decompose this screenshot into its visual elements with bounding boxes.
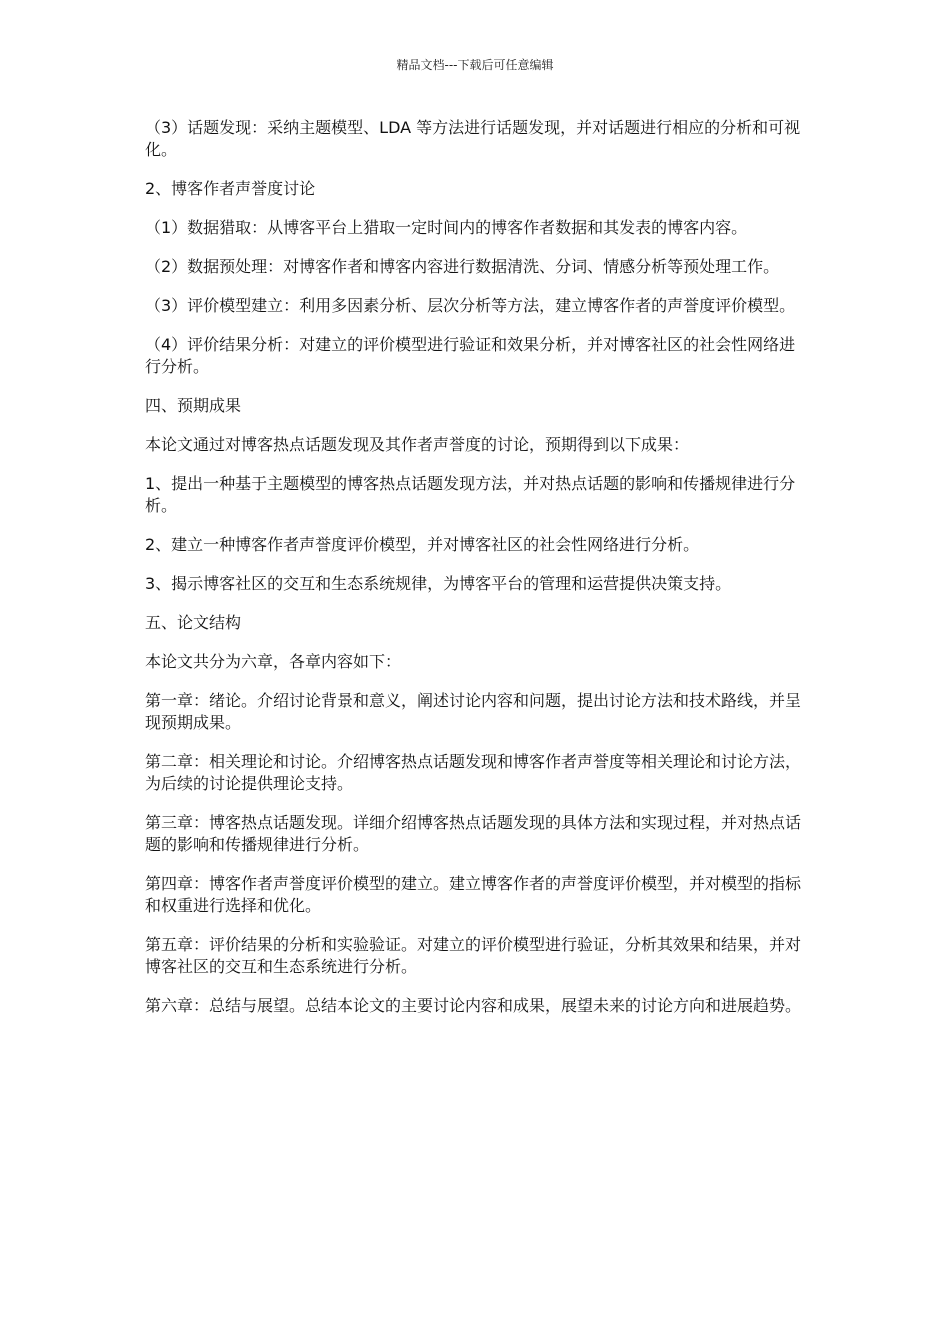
paragraph-data-acquisition: （1）数据猎取：从博客平台上猎取一定时间内的博客作者数据和其发表的博客内容。: [145, 218, 748, 237]
paragraph-result-analysis: （4）评价结果分析：对建立的评价模型进行验证和效果分析，并对博客社区的社会性网络进行分析。: [145, 335, 796, 376]
chapter-6-description: 第六章：总结与展望。总结本论文的主要讨论内容和成果，展望未来的讨论方向和进展趋势。: [145, 996, 802, 1015]
page-header: 精品文档---下载后可任意编辑: [396, 58, 554, 72]
heading-thesis-structure: 五、论文结构: [145, 613, 242, 632]
chapter-3-description: 第三章：博客热点话题发现。详细介绍博客热点话题发现的具体方法和实现过程，并对热点话题的影响和传播规律进行分析。: [145, 813, 802, 854]
chapter-4-description: 第四章：博客作者声誉度评价模型的建立。建立博客作者的声誉度评价模型，并对模型的指标和权重进行选择和优化。: [145, 874, 802, 915]
heading-author-reputation: 2、博客作者声誉度讨论: [145, 179, 316, 198]
paragraph-topic-discovery: （3）话题发现：采纳主题模型、LDA 等方法进行话题发现，并对话题进行相应的分析和可视化。: [145, 118, 801, 159]
chapter-1-description: 第一章：绪论。介绍讨论背景和意义，阐述讨论内容和问题，提出讨论方法和技术路线，并呈现预期成果。: [145, 691, 802, 732]
paragraph-structure-intro: 本论文共分为六章，各章内容如下：: [145, 652, 402, 671]
list-item-expected-3: 3、揭示博客社区的交互和生态系统规律，为博客平台的管理和运营提供决策支持。: [145, 574, 732, 593]
list-item-expected-1: 1、提出一种基于主题模型的博客热点话题发现方法，并对热点话题的影响和传播规律进行分析。: [145, 474, 796, 515]
paragraph-expected-intro: 本论文通过对博客热点话题发现及其作者声誉度的讨论，预期得到以下成果：: [145, 435, 690, 454]
list-item-expected-2: 2、建立一种博客作者声誉度评价模型，并对博客社区的社会性网络进行分析。: [145, 535, 700, 554]
document-body: [145, 117, 810, 1034]
chapter-5-description: 第五章：评价结果的分析和实验验证。对建立的评价模型进行验证，分析其效果和结果，并对博客社区的交互和生态系统进行分析。: [145, 935, 802, 976]
heading-expected-results: 四、预期成果: [145, 396, 242, 415]
paragraph-model-building: （3）评价模型建立：利用多因素分析、层次分析等方法，建立博客作者的声誉度评价模型。: [145, 296, 796, 315]
chapter-2-description: 第二章：相关理论和讨论。介绍博客热点话题发现和博客作者声誉度等相关理论和讨论方法，为后续的讨论提供理论支持。: [145, 752, 802, 793]
paragraph-data-preprocessing: （2）数据预处理：对博客作者和博客内容进行数据清洗、分词、情感分析等预处理工作。: [145, 257, 780, 276]
